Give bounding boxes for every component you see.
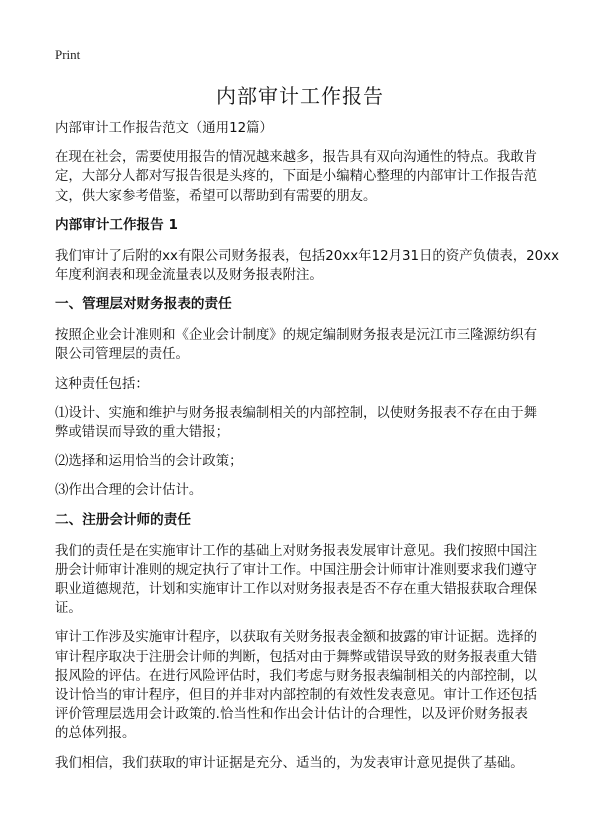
paragraph (55, 148, 555, 206)
section-heading (55, 216, 555, 235)
text-line: 在现在社会，需要使用报告的情况越来越多，报告具有双向沟通性的特点。我敢肯 (55, 150, 538, 166)
paragraph (55, 452, 555, 471)
text-line: 职业道德规范，计划和实施审计工作以对财务报表是否不存在重大错报获取合理保 (55, 582, 538, 598)
text-line: 的总体列报。 (55, 726, 136, 742)
paragraph (55, 326, 555, 364)
text-line: 内部审计工作报告 1 (55, 216, 178, 233)
text-line: ⑵选择和运用恰当的会计政策； (55, 454, 243, 470)
text-line: 限公司管理层的责任。 (55, 347, 189, 363)
text-line: 内部审计工作报告范文（通用12篇） (55, 121, 273, 136)
text-line: ⑶作出合理的会计估计。 (55, 483, 203, 499)
paragraph (55, 481, 555, 500)
section-heading (55, 511, 555, 530)
text-line: 定，大部分人都对写报告很是头疼的，下面是小编精心整理的内部审计工作报告范 (55, 169, 538, 185)
text-line: 弊或错误而导致的重大错报； (55, 425, 230, 441)
document-title: 内部审计工作报告 (216, 84, 384, 108)
paragraph (55, 754, 555, 773)
text-line: ⑴设计、实施和维护与财务报表编制相关的内部控制，以使财务报表不存在由于舞 (55, 405, 538, 421)
text-line: 证。 (55, 601, 82, 617)
print-link[interactable]: Print (55, 47, 81, 62)
text-line: 审计程序取决于注册会计师的判断，包括对由于舞弊或错误导致的财务报表重大错 (55, 649, 538, 665)
text-line: 二、注册会计师的责任 (55, 511, 191, 528)
document-body (55, 119, 560, 783)
section-heading (55, 295, 555, 314)
text-line: 设计恰当的审计程序，但目的并非对内部控制的有效性发表意见。审计工作还包括 (55, 688, 538, 704)
text-line: 我们的责任是在实施审计工作的基础上对财务报表发展审计意见。我们按照中国注 (55, 543, 538, 559)
text-line: 册会计师审计准则的规定执行了审计工作。中国注册会计师审计准则要求我们遵守 (55, 562, 538, 578)
text-line: 评价管理层选用会计政策的.恰当性和作出会计估计的合理性，以及评价财务报表 (55, 707, 528, 723)
text-line: 一、管理层对财务报表的责任 (55, 296, 232, 313)
paragraph (55, 404, 555, 442)
paragraph (55, 375, 555, 394)
text-line: 报风险的评估。在进行风险评估时，我们考虑与财务报表编制相关的内部控制，以 (55, 668, 538, 684)
paragraph (55, 628, 555, 743)
text-line: 文，供大家参考借鉴，希望可以帮助到有需要的朋友。 (55, 188, 377, 204)
paragraph (55, 119, 555, 138)
paragraph (55, 247, 560, 285)
text-line: 这种责任包括： (55, 376, 149, 392)
text-line: 审计工作涉及实施审计程序，以获取有关财务报表金额和披露的审计证据。选择的 (55, 630, 538, 646)
text-line: 我们审计了后附的xx有限公司财务报表，包括20xx年12月31日的资产负债表，20xx (55, 248, 560, 264)
text-line: 按照企业会计准则和《企业会计制度》的规定编制财务报表是沅江市三隆源纺织有 (55, 328, 538, 344)
text-line: 我们相信，我们获取的审计证据是充分、适当的，为发表审计意见提供了基础。 (55, 755, 524, 771)
text-line: 年度利润表和现金流量表以及财务报表附注。 (55, 268, 323, 284)
paragraph (55, 542, 555, 619)
